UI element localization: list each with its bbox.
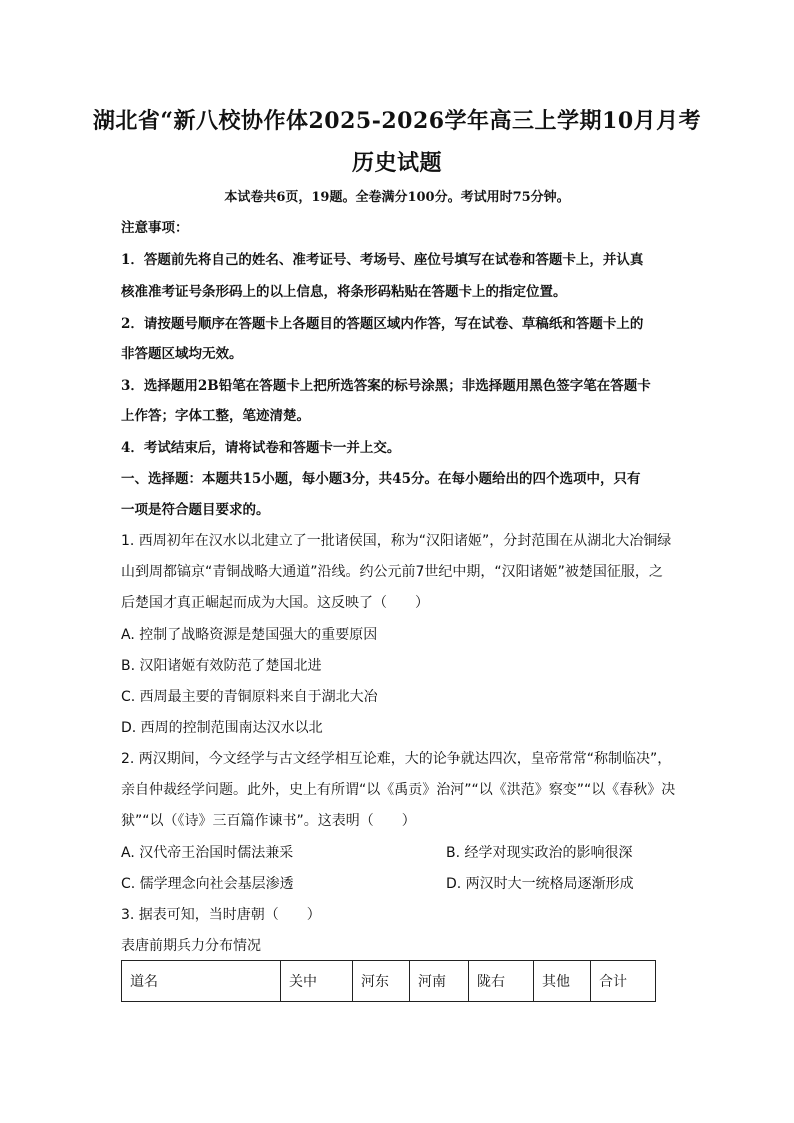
notice-line: 3．选择题用2B铅笔在答题卡上把所选答案的标号涂黑；非选择题用黑色签字笔在答题卡 <box>121 378 651 394</box>
notice-line: 4．考试结束后，请将试卷和答题卡一并上交。 <box>121 440 401 456</box>
question-2-option-c: C. 儒学理念向社会基层渗透 <box>121 876 294 892</box>
notice-line: 2．请按题号顺序在答题卡上各题目的答题区域内作答，写在试卷、草稿纸和答题卡上的 <box>121 316 644 332</box>
section-heading: 一项是符合题目要求的。 <box>121 502 270 518</box>
question-2-option-b: B. 经学对现实政治的影响很深 <box>446 845 633 861</box>
notice-line: 1．答题前先将自己的姓名、准考证号、考场号、座位号填写在试卷和答题卡上，并认真 <box>121 252 644 268</box>
question-2-stem: 亲自仲裁经学问题。此外，史上有所谓“以《禹贡》治河”“以《洪范》察变”“以《春秋》决 <box>121 782 676 798</box>
table-header-cell: 河南 <box>410 961 469 1002</box>
table-header-cell: 其他 <box>534 961 591 1002</box>
table-header-cell: 陇右 <box>469 961 534 1002</box>
question-1-option-d: D. 西周的控制范围南达汉水以北 <box>121 720 323 736</box>
question-3-stem: 3. 据表可知，当时唐朝（ ） <box>121 907 321 923</box>
notice-line: 核准准考证号条形码上的以上信息，将条形码粘贴在答题卡上的指定位置。 <box>121 284 567 300</box>
question-2-stem: 狱”“以（《诗》三百篇作谏书”。这表明（ ） <box>121 813 416 829</box>
notice-line: 非答题区域均无效。 <box>121 346 243 362</box>
exam-info: 本试卷共6页，19题。全卷满分100分。考试用时75分钟。 <box>224 190 570 205</box>
exam-title: 湖北省“新八校协作体2025-2026学年高三上学期10月月考 <box>92 108 702 134</box>
table-caption: 表唐前期兵力分布情况 <box>121 938 261 954</box>
question-2-option-a: A. 汉代帝王治国时儒法兼采 <box>121 845 294 861</box>
question-1-stem: 1. 西周初年在汉水以北建立了一批诸侯国，称为“汉阳诸姬”，分封范围在从湖北大冶铜绿 <box>121 533 672 549</box>
notice-heading: 注意事项： <box>121 220 189 236</box>
table-header-cell: 河东 <box>353 961 410 1002</box>
exam-subject: 历史试题 <box>351 150 442 176</box>
table-header-cell: 合计 <box>591 961 656 1002</box>
table-header-cell: 关中 <box>281 961 353 1002</box>
question-2-option-d: D. 两汉时大一统格局逐渐形成 <box>446 876 634 892</box>
question-2-stem: 2. 两汉期间，今文经学与古文经学相互论难，大的论争就达四次，皇帝常常“称制临决”， <box>121 751 672 767</box>
table-header-row <box>122 961 656 1002</box>
question-1-stem: 山到周都镐京“青铜战略大通道”沿线。约公元前7世纪中期，“汉阳诸姬”被楚国征服，之 <box>121 564 663 580</box>
question-1-option-a: A. 控制了战略资源是楚国强大的重要原因 <box>121 627 378 643</box>
notice-line: 上作答；字体工整，笔迹清楚。 <box>121 408 310 424</box>
section-heading: 一、选择题：本题共15小题，每小题3分，共45分。在每小题给出的四个选项中，只有 <box>121 471 641 487</box>
question-1-stem: 后楚国才真正崛起而成为大国。这反映了（ ） <box>121 595 429 611</box>
question-1-option-c: C. 西周最主要的青铜原料来自于湖北大冶 <box>121 689 378 705</box>
table-header-cell: 道名 <box>122 961 281 1002</box>
troop-distribution-table <box>121 960 656 1002</box>
question-1-option-b: B. 汉阳诸姬有效防范了楚国北进 <box>121 658 322 674</box>
